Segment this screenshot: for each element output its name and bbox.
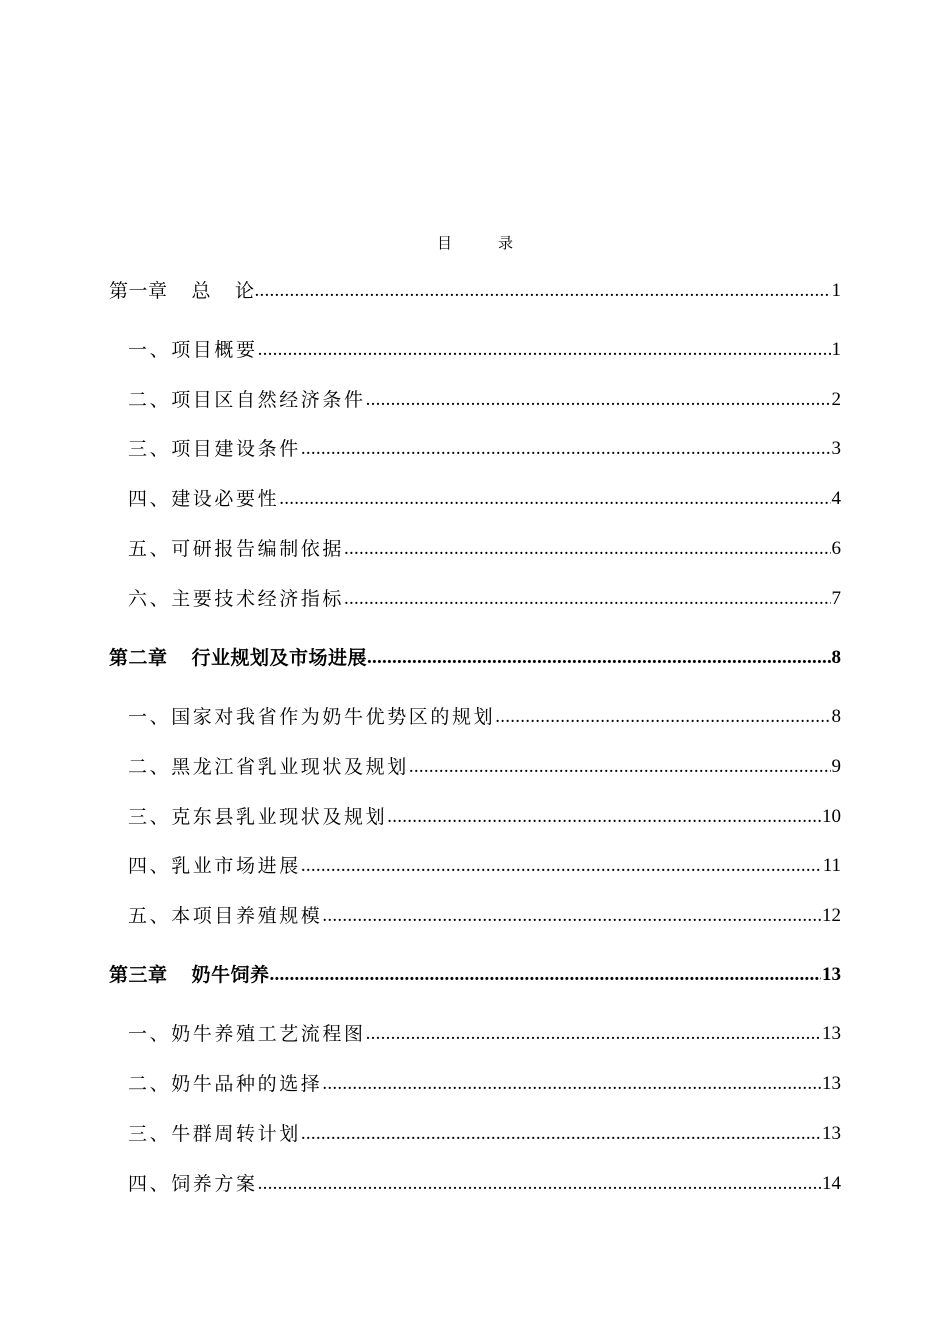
toc-page-number: 11 bbox=[822, 855, 841, 876]
toc-entry-label: 三、克东县乳业现状及规划 bbox=[128, 806, 388, 828]
toc-entry-label: 一、项目概要 bbox=[128, 339, 258, 361]
toc-entry[interactable] bbox=[128, 802, 841, 832]
toc-entry[interactable] bbox=[128, 901, 841, 931]
toc-entry-label: 一、奶牛养殖工艺流程图 bbox=[128, 1023, 366, 1045]
toc-leader-dots bbox=[409, 752, 831, 782]
toc-page-number: 9 bbox=[831, 756, 841, 777]
toc-page-number: 2 bbox=[831, 389, 841, 410]
toc-entry[interactable] bbox=[128, 702, 841, 732]
toc-entry[interactable] bbox=[128, 584, 841, 614]
toc-entry-label: 四、建设必要性 bbox=[128, 488, 280, 510]
toc-leader-dots bbox=[322, 901, 821, 931]
toc-entry-label: 二、奶牛品种的选择 bbox=[128, 1073, 323, 1095]
toc-entry[interactable] bbox=[128, 335, 841, 365]
toc-page-number: 3 bbox=[831, 438, 841, 459]
toc-page-number: 12 bbox=[822, 905, 841, 926]
toc-entry-label: 二、项目区自然经济条件 bbox=[128, 389, 366, 411]
toc-leader-dots bbox=[387, 802, 821, 832]
toc-leader-dots bbox=[322, 1069, 821, 1099]
toc-entry[interactable] bbox=[128, 851, 841, 881]
toc-chapter-label: 第一章 总 论 bbox=[109, 280, 255, 302]
toc-page-number: 14 bbox=[822, 1173, 841, 1194]
toc-entry-label: 四、乳业市场进展 bbox=[128, 855, 301, 877]
toc-entry[interactable] bbox=[128, 434, 841, 464]
toc-page-number: 10 bbox=[822, 806, 841, 827]
toc-leader-dots bbox=[258, 335, 831, 365]
toc-leader-dots bbox=[301, 851, 822, 881]
toc-entry-label: 五、可研报告编制依据 bbox=[128, 538, 345, 560]
toc-page-number: 4 bbox=[831, 488, 841, 509]
toc-leader-dots bbox=[344, 534, 830, 564]
toc-entry-label: 三、项目建设条件 bbox=[128, 438, 301, 460]
toc-leader-dots bbox=[495, 702, 830, 732]
toc-entry[interactable] bbox=[128, 534, 841, 564]
toc-page-number: 8 bbox=[831, 647, 841, 668]
toc-leader-dots bbox=[366, 385, 831, 415]
toc-entry[interactable] bbox=[128, 1169, 841, 1199]
toc-page-number: 7 bbox=[831, 588, 841, 609]
toc-leader-dots bbox=[279, 484, 830, 514]
toc-leader-dots bbox=[301, 1119, 821, 1149]
toc-page-number: 6 bbox=[831, 538, 841, 559]
toc-heading-left: 目 bbox=[436, 234, 452, 252]
toc-page-number: 13 bbox=[822, 964, 841, 985]
toc-leader-dots bbox=[270, 960, 821, 990]
toc-leader-dots bbox=[255, 276, 831, 306]
toc-entry[interactable] bbox=[128, 385, 841, 415]
toc-leader-dots bbox=[366, 1019, 821, 1049]
toc-page-number: 8 bbox=[831, 706, 841, 727]
toc-page-number: 1 bbox=[831, 339, 841, 360]
toc-leader-dots bbox=[301, 434, 831, 464]
toc-entry-label: 二、黑龙江省乳业现状及规划 bbox=[128, 756, 409, 778]
toc-entry-label: 五、本项目养殖规模 bbox=[128, 905, 323, 927]
toc-entry[interactable] bbox=[128, 1069, 841, 1099]
toc-entry[interactable] bbox=[128, 1019, 841, 1049]
toc-page-number: 13 bbox=[822, 1123, 841, 1144]
toc-entry[interactable] bbox=[128, 1119, 841, 1149]
toc-entry[interactable] bbox=[128, 484, 841, 514]
toc-chapter-label: 第三章 奶牛饲养 bbox=[109, 964, 270, 986]
toc-entry[interactable] bbox=[128, 752, 841, 782]
toc-page-number: 13 bbox=[822, 1073, 841, 1094]
toc-chapter-1[interactable] bbox=[109, 276, 841, 306]
toc-entry-label: 四、饲养方案 bbox=[128, 1173, 258, 1195]
toc-page-number: 1 bbox=[831, 280, 841, 301]
toc-entry-label: 一、国家对我省作为奶牛优势区的规划 bbox=[128, 706, 496, 728]
toc-page-number: 13 bbox=[822, 1023, 841, 1044]
toc-chapter-3[interactable] bbox=[109, 960, 841, 990]
toc-entry-label: 三、牛群周转计划 bbox=[128, 1123, 301, 1145]
toc-leader-dots bbox=[258, 1169, 821, 1199]
toc-chapter-label: 第二章 行业规划及市场进展 bbox=[109, 647, 368, 669]
toc-chapter-2[interactable] bbox=[109, 643, 841, 673]
toc-heading-right: 录 bbox=[498, 234, 514, 252]
toc-leader-dots bbox=[344, 584, 830, 614]
toc-leader-dots bbox=[367, 643, 830, 673]
toc-entry-label: 六、主要技术经济指标 bbox=[128, 588, 345, 610]
